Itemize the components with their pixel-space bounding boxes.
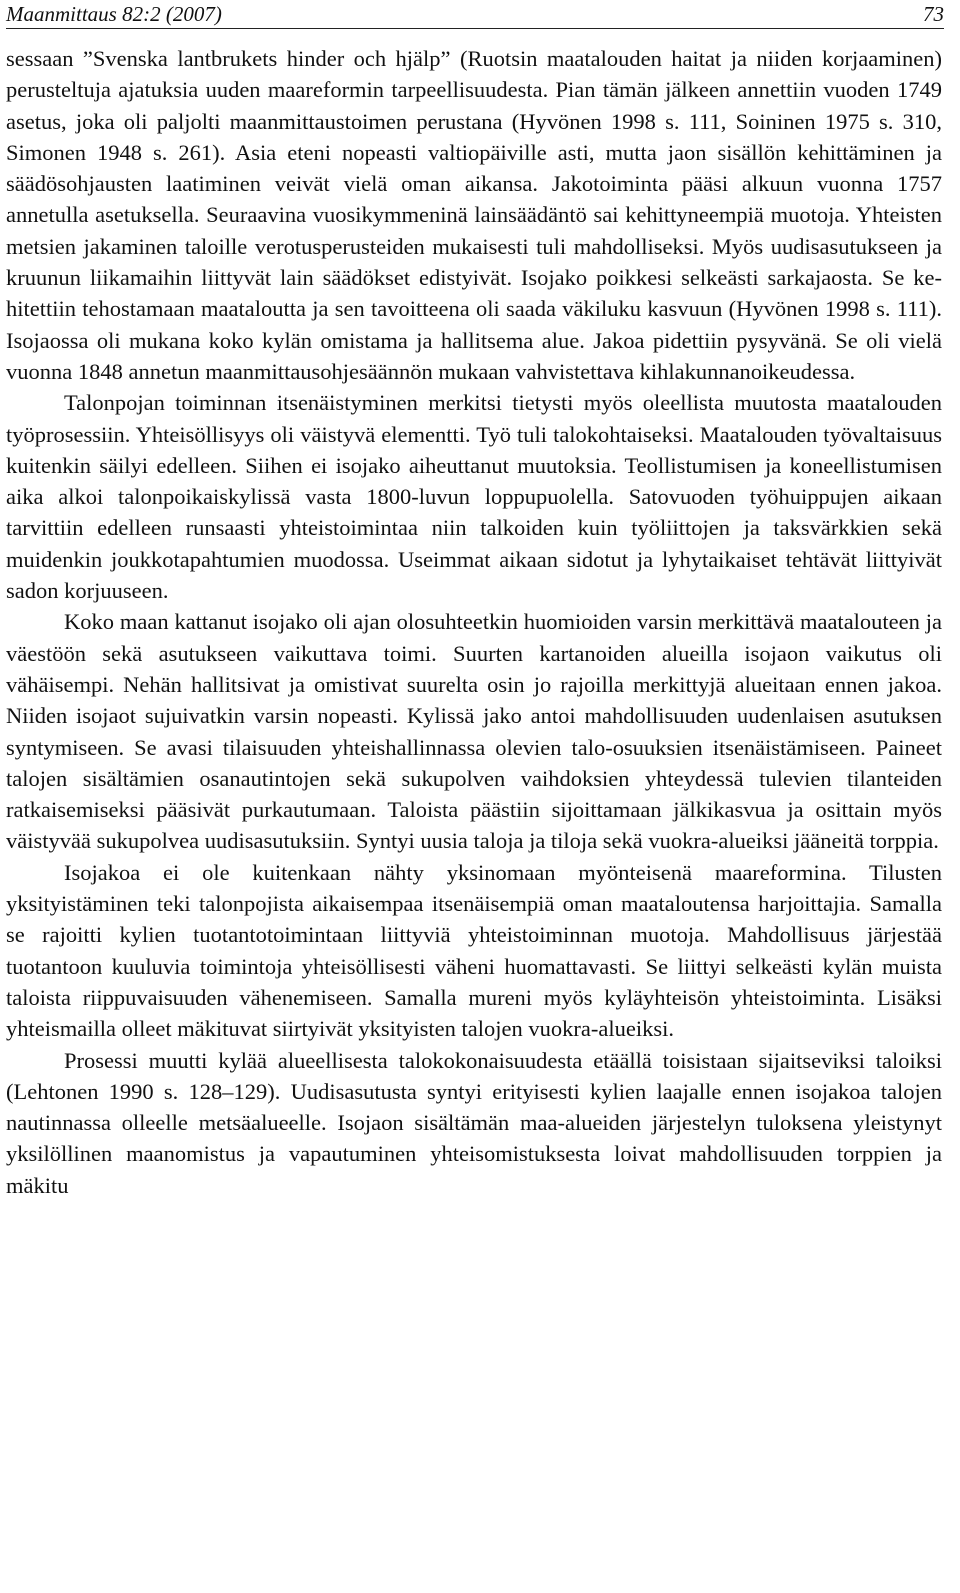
paragraph: Isojakoa ei ole kuitenkaan nähty yksinomaan myönteisenä maareformina. Tilusten yksityistäminen teki talonpojista aikaisempaa itsenäisempiä oman maataloutensa harjoittajia. Samalla se rajoitti kylien tuotantotoimintaan liittyviä yhteistoiminnan muotoja. Mahdollisuus järjestää tuotantoon kuuluvia toimintoja yhteisöllisesti väheni huomattavasti. Se liittyi selkeästi kylän muista taloista riippuvaisuuden vähenemiseen. Samalla mureni myös kyläyhteisön yhteistoiminta. Lisäksi yhteismailla olleet mäkituvat siirtyivät yksityisten talojen vuokra-alueiksi.: [6, 859, 942, 1042]
journal-title: Maanmittaus 82:2 (2007): [6, 2, 222, 26]
paragraph: sessaan ”Svenska lantbrukets hinder och hjälp” (Ruotsin maatalouden haitat ja niiden korjaaminen) perusteltuja ajatuksia uuden maareformin tarpeellisuudesta. Pian tämän jälkeen annettiin vuoden 1749 asetus, joka oli paljolti maanmittaustoimen perustana (Hyvönen 1998 s. 111, Soininen 1975 s. 310, Simonen 1948 s. 261). Asia eteni nopeasti valtiopäiville asti, mutta jaon sisällön kehittäminen ja säädösohjausten laatiminen veivät vielä oman aikansa. Jakotoiminta pääsi alkuun vuonna 1757 annetulla asetuksella. Seuraavina vuosikymmeninä lainsäädäntö sai kehittyneempiä muotoja. Yhteisten metsien jakaminen taloille verotusperusteiden mukaisesti tuli mahdolliseksi. Myös uudisasutukseen ja kruunun liikamaihin liittyvät lain säädökset edistyivät. Isojako poikkesi selkeästi sarkajaosta. Se kehitettiin tehostamaan maataloutta ja sen tavoitteena oli saada väkiluku kasvuun (Hyvönen 1998 s. 111). Isojaossa oli mukana koko kylän omistama ja hallitsema alue. Jakoa pidettiin pysyvänä. Se oli vielä vuonna 1848 annetun maanmittausohjesäännön mukaan vahvistettava kihlakunnanoikeudessa.: [6, 46, 942, 384]
page-number: 73: [923, 2, 944, 26]
paragraph: Koko maan kattanut isojako oli ajan olosuhteetkin huomioiden varsin merkittävä maatalouteen ja väestöön sekä asutukseen vaikuttava toimi. Suurten kartanoiden alueilla isojaon vaikutus oli vähäisempi. Nehän hallitsivat ja omistivat suurelta osin jo rajoilla merkittyjä alueitaan ennen jakoa. Niiden isojaot sujuivatkin varsin nopeasti. Kylissä jako antoi mahdollisuuden uudenlaisen asutuksen syntymiseen. Se avasi tilaisuuden yhteishallinnassa olevien talo-osuuksien itsenäistämiseen. Paineet talojen sisältämien osanautintojen sekä sukupolven vaihdoksien yhteydessä tulevien tilanteiden ratkaisemiseksi pääsivät purkautumaan. Taloista päästiin sijoittamaan jälkikasvua ja osittain myös väistyvää sukupolvea uudisasutuksiin. Syntyi uusia taloja ja tiloja sekä vuokra-alueiksi jääneitä torppia.: [6, 609, 942, 854]
paragraph: Prosessi muutti kylää alueellisesta talokokonaisuudesta etäällä toisistaan sijaitseviksi taloiksi (Lehtonen 1990 s. 128–129). Uudisasutusta syntyi erityisesti kylien laajalle ennen isojakoa talojen nautinnassa olleelle metsäalueelle. Isojaon sisältämän maa-alueiden järjestelyn tuloksena yleistynyt yksilöllinen maanomistus ja vapautuminen yhteisomistuksesta loivat mahdollisuuden torppien ja mäkitu: [6, 1047, 942, 1198]
paragraph: Talonpojan toiminnan itsenäistyminen merkitsi tietysti myös oleellista muutosta maatalouden työprosessiin. Yhteisöllisyys oli väistyvä elementti. Työ tuli talokohtaiseksi. Maatalouden työvaltaisuus kuitenkin säilyi edelleen. Siihen ei isojako aiheuttanut muutoksia. Teollistumisen ja koneellistumisen aika alkoi talonpoikaiskylissä vasta 1800-luvun loppupuolella. Satovuoden työhuippujen aikaan tarvittiin edelleen runsaasti yhteistoimintaa niin talkoiden kuin työliittojen ja taksvärkkien sekä muidenkin joukkotapahtumien muodossa. Useimmat aikaan sidotut ja lyhytaikaiset tehtävät liittyivät sadon korjuuseen.: [6, 390, 942, 604]
article-body: [6, 43, 942, 1201]
page-header: [6, 0, 944, 29]
